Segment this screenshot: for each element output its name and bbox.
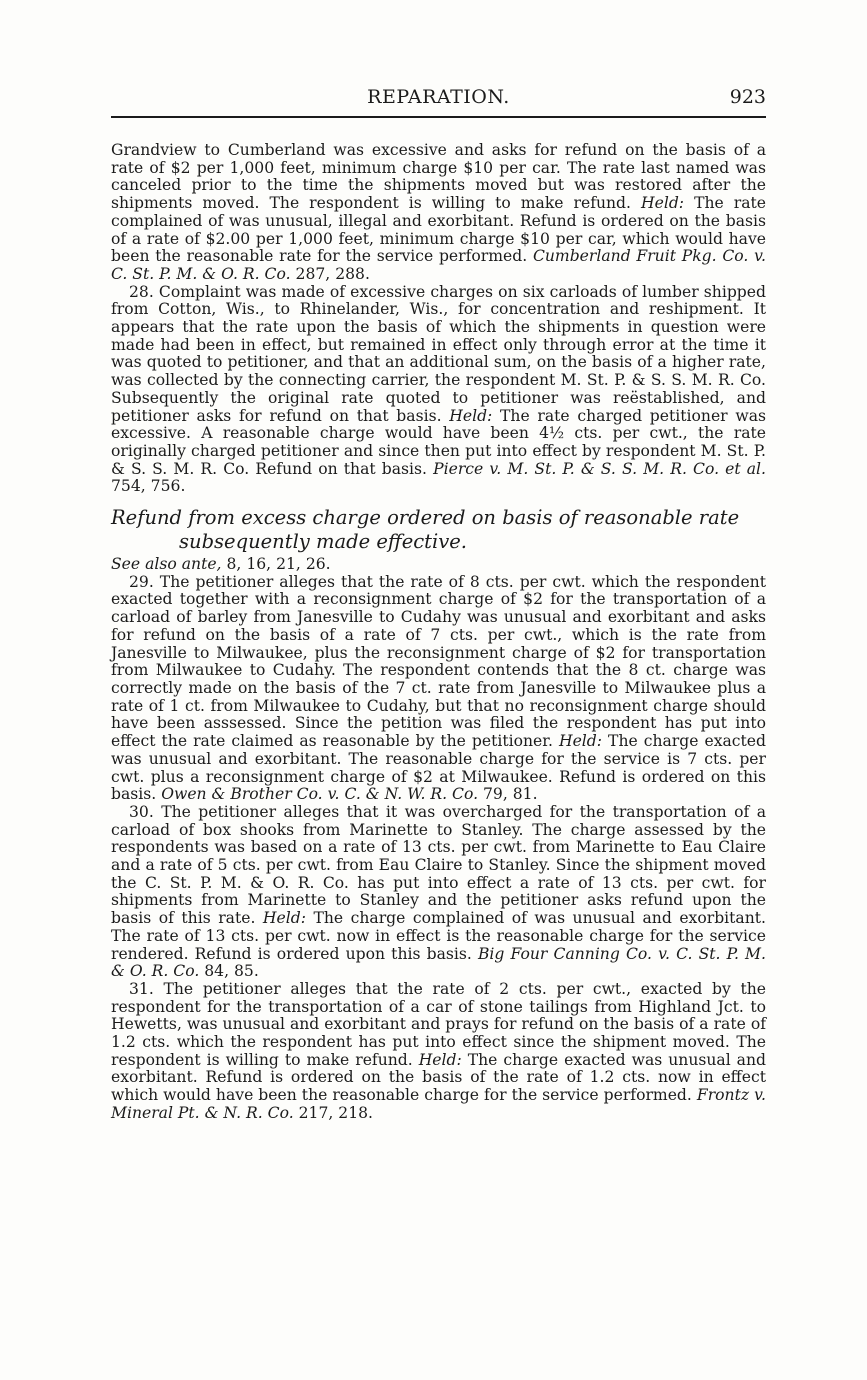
paragraph-text: 31. The petitioner alleges that the rate of 2 cts. per cwt., exacted by the respondent for the transportation of a car of stone tailings from Highland Jct. to Hewetts, was unusual and exorbitant and prays for refund on the basis of a rate of 1.2 cts. which the respondent has put into effect since the shipment moved. The respondent is willing to make refund. (111, 979, 766, 1069)
paragraph-text: The charge complained of was unusual and exorbitant. The rate of 13 cts. per cwt. now in effect is the reasonable charge for the service rendered. Refund is ordered upon this basis. (111, 909, 766, 963)
held-label: Held: (418, 1050, 462, 1069)
case-name: Pierce v. M. St. P. & S. S. M. R. Co. et al. (433, 459, 766, 478)
case-citation: 84, 85. (199, 962, 259, 981)
page-body (111, 142, 766, 1123)
paragraph-text: The charge exacted was unusual and exorbitant. The reasonable charge for the service is 7 cts. per cwt. plus a reconsignment charge of $2 at Milwaukee. Refund is ordered on this basis. (111, 732, 767, 804)
held-label: Held: (449, 406, 493, 425)
held-label: Held: (558, 732, 603, 751)
paragraph-text: The rate complained of was unusual, illegal and exorbitant. Refund is ordered on the basis of a rate of $2.00 per 1,000 feet, minimum charge $10 per car, which would have been the reasonable rate for the service performed. (111, 194, 766, 266)
paragraph-text: The rate charged petitioner was excessive. A reasonable charge would have been 4½ cts. per cwt., the rate originally charged petitioner and since then put into effect by respondent M. St. P. & S. S. M. R. Co. Refund on that basis. (111, 406, 766, 478)
paragraph-30 (111, 804, 766, 981)
case-name: Cumberland Fruit Pkg. Co. v. C. St. P. M. & O. R. Co. (111, 247, 767, 283)
paragraph-29 (111, 574, 766, 804)
paragraph-text: 29. The petitioner alleges that the rate of 8 cts. per cwt. which the respondent exacted together with a reconsignment charge of $2 for the transportation of a carload of barley from Janesville to Cudahy was unusual and exorbitant and asks for refund on the basis of a rate of 7 cts. per cwt., which is the rate from Janesville to Milwaukee, plus the reconsignment charge of $2 for transportation from Milwaukee to Cudahy. The respondent contends that the 8 ct. charge was correctly made on the basis of the 7 ct. rate from Janesville to Milwaukee plus a rate of 1 ct. from Milwaukee to Cudahy, but that no reconsignment charge should have been asssessed. Since the petition was filed the respondent has put into effect the rate claimed as reasonable by the petitioner. (111, 572, 766, 751)
paragraph-28 (111, 284, 766, 496)
case-citation: 79, 81. (478, 785, 538, 804)
section-heading (111, 506, 766, 554)
section-heading-line2: subsequently made effective. (179, 530, 468, 554)
held-label: Held: (262, 909, 306, 928)
paragraph-text: 30. The petitioner alleges that it was overcharged for the transportation of a carload of box shooks from Marinette to Stanley. The charge assessed by the respondents was based on a rate of 13 cts. per cwt. from Marinette to Eau Claire and a rate of 5 cts. per cwt. from Eau Claire to Stanley. Since the shipment moved the C. St. P. M. & O. R. Co. has put into effect a rate of 13 cts. per cwt. for shipments from Marinette to Stanley and the petitioner asks refund upon the basis of this rate. (111, 802, 766, 928)
paragraph-continued (111, 142, 766, 284)
page-header (111, 86, 766, 118)
see-also-refs: 8, 16, 21, 26. (221, 555, 331, 574)
case-name: Frontz v. Mineral Pt. & N. R. Co. (111, 1086, 766, 1122)
paragraph-text: Grandview to Cumberland was excessive and asks for refund on the basis of a rate of $2 per 1,000 feet, minimum charge $10 per car. The rate last named was canceled prior to the time the shipments moved but was restored after the shipments moved. The respondent is willing to make refund. (111, 141, 766, 213)
running-head: REPARATION. (367, 86, 510, 108)
case-name: Owen & Brother Co. v. C. & N. W. R. Co. (161, 785, 479, 804)
case-name: Big Four Canning Co. v. C. St. P. M. & O. R. Co. (111, 944, 766, 981)
paragraph-31 (111, 981, 766, 1123)
held-label: Held: (641, 194, 685, 213)
see-also-reference (111, 556, 766, 574)
see-also-label: See also ante, (111, 555, 222, 574)
case-citation: 217, 218. (293, 1103, 374, 1122)
section-heading-line1: Refund from excess charge ordered on basis of reasonable rate (111, 506, 740, 530)
case-citation: 754, 756. (111, 477, 186, 496)
page-number: 923 (729, 86, 766, 108)
paragraph-text: 28. Complaint was made of excessive charges on six carloads of lumber shipped from Cotton, Wis., to Rhinelander, Wis., for concentration and reshipment. It appears that the rate upon the basis of which the shipments in question were made had been in effect, but remained in effect only through error at the time it was quoted to petitioner, and that an additional sum, on the basis of a higher rate, was collected by the connecting carrier, the respondent M. St. P. & S. S. M. R. Co. Subsequently the original rate quoted to petitioner was reëstablished, and petitioner asks for refund on that basis. (111, 282, 766, 425)
case-citation: 287, 288. (290, 264, 370, 283)
paragraph-text: The charge exacted was unusual and exorbitant. Refund is ordered on the basis of the rate of 1.2 cts. now in effect which would have been the reasonable charge for the service performed. (111, 1050, 766, 1105)
